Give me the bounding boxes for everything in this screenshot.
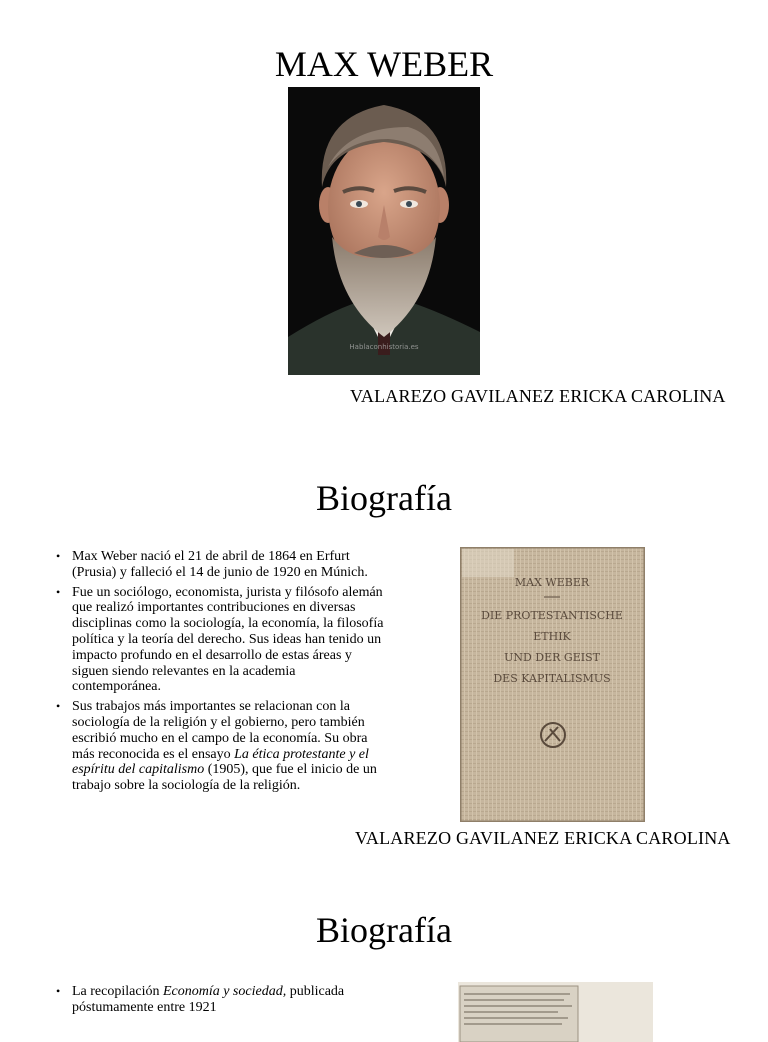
bullet-text-end: (1905), que fue el inicio de un trabajo sobre la sociología de la religión.	[72, 762, 377, 794]
book-author: MAX WEBER	[514, 576, 590, 589]
slide2-bullet-list	[56, 549, 386, 798]
book-title-line: DES KAPITALISMUS	[493, 672, 611, 685]
book-cover-image	[460, 547, 645, 822]
max-weber-portrait	[288, 87, 480, 375]
bullet-text-italic: Economía y sociedad,	[162, 984, 287, 999]
bullet-item	[56, 549, 386, 581]
bullet-text-start: Sus trabajos más importantes se relacionan con la sociología de la religión y el gobierno, pero también escribió mucho en el campo de la economía. Su obra más reconocida es el ensayo	[72, 699, 368, 762]
manuscript-image	[458, 982, 653, 1042]
bullet-dot-icon: •	[56, 549, 61, 563]
bullet-item	[56, 699, 386, 794]
bullet-text: Fue un sociólogo, economista, jurista y filósofo alemán que realizó importantes contribuciones en diversas disciplinas como la sociología, la economía, la filosofía política y la teoría del derecho. Sus ideas han tenido un impacto profundo en el desarrollo de estas áreas y siguen siendo relevantes en la academia contemporánea.	[72, 584, 384, 695]
bullet-dot-icon: •	[56, 584, 61, 599]
slide2-title: Biografía	[316, 478, 452, 518]
portrait-watermark: Hablaconhistoria.es	[349, 343, 419, 351]
bullet-item	[56, 585, 386, 696]
slide1-title: MAX WEBER	[274, 44, 494, 84]
bullet-text-start: La recopilación	[72, 984, 163, 999]
slide3-bullet-list	[56, 984, 386, 1020]
slide3-title: Biografía	[316, 910, 452, 950]
bullet-dot-icon: •	[56, 984, 61, 998]
bullet-text: Max Weber nació el 21 de abril de 1864 en Erfurt (Prusia) y falleció el 14 de junio de 1920 en Múnich.	[72, 549, 368, 580]
bullet-text-italic: La ética protestante y el espíritu del capitalismo	[72, 746, 369, 778]
bullet-text-end: publicada póstumamente entre 1921	[72, 984, 345, 1015]
book-title-line: DIE PROTESTANTISCHE	[481, 609, 623, 622]
book-title-line: UND DER GEIST	[504, 651, 600, 664]
slide2-author: VALAREZO GAVILANEZ ERICKA CAROLINA	[355, 828, 731, 848]
bullet-item	[56, 984, 386, 1016]
book-title-line: ETHIK	[533, 630, 571, 643]
bullet-dot-icon: •	[56, 699, 61, 714]
slide1-author: VALAREZO GAVILANEZ ERICKA CAROLINA	[350, 386, 726, 406]
